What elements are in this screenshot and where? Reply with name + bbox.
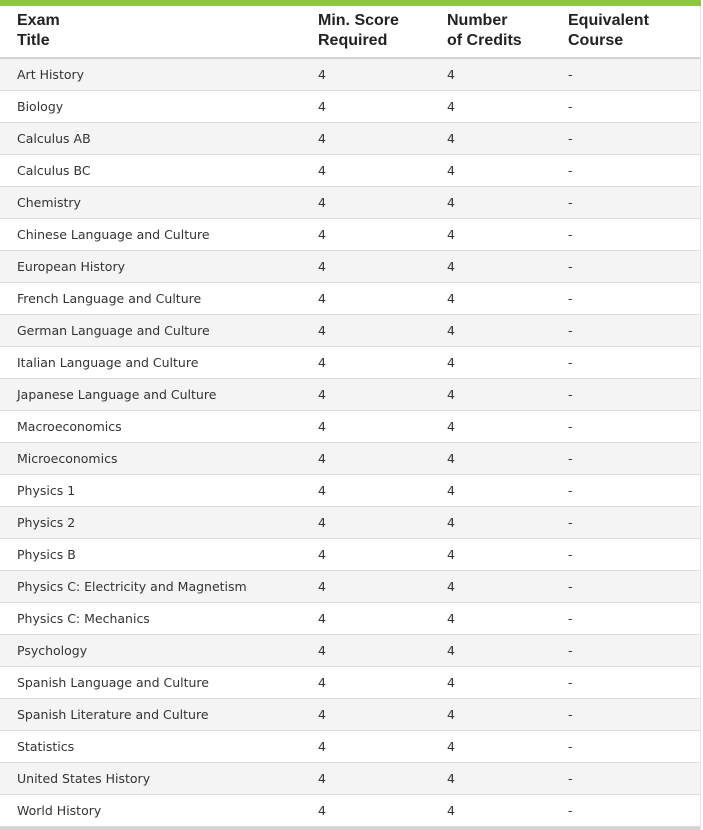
table-row (0, 59, 701, 91)
cell-exam-title: Calculus AB (17, 130, 91, 146)
cell-credits: 4 (447, 418, 455, 434)
cell-min-score: 4 (318, 802, 326, 818)
table-row (0, 187, 701, 219)
cell-equivalent-course: - (568, 482, 573, 498)
cell-min-score: 4 (318, 450, 326, 466)
cell-equivalent-course: - (568, 98, 573, 114)
cell-min-score: 4 (318, 322, 326, 338)
table-row (0, 315, 701, 347)
cell-min-score: 4 (318, 706, 326, 722)
cell-min-score: 4 (318, 418, 326, 434)
cell-credits: 4 (447, 322, 455, 338)
header-exam-title: Exam Title (17, 12, 60, 49)
cell-exam-title: German Language and Culture (17, 322, 210, 338)
cell-exam-title: Spanish Language and Culture (17, 674, 209, 690)
cell-exam-title: French Language and Culture (17, 290, 202, 306)
cell-equivalent-course: - (568, 386, 573, 402)
cell-equivalent-course: - (568, 226, 573, 242)
cell-credits: 4 (447, 98, 455, 114)
cell-credits: 4 (447, 802, 455, 818)
cell-equivalent-course: - (568, 322, 573, 338)
cell-exam-title: Physics 1 (17, 482, 76, 498)
cell-credits: 4 (447, 578, 455, 594)
cell-credits: 4 (447, 482, 455, 498)
table-row (0, 347, 701, 379)
cell-exam-title: Calculus BC (17, 162, 91, 178)
cell-exam-title: Art History (17, 66, 85, 82)
cell-min-score: 4 (318, 738, 326, 754)
table-row (0, 603, 701, 635)
table-row (0, 283, 701, 315)
cell-min-score: 4 (318, 482, 326, 498)
cell-equivalent-course: - (568, 770, 573, 786)
cell-exam-title: Chemistry (17, 194, 81, 210)
cell-exam-title: Spanish Literature and Culture (17, 706, 209, 722)
cell-equivalent-course: - (568, 354, 573, 370)
cell-min-score: 4 (318, 514, 326, 530)
cell-equivalent-course: - (568, 674, 573, 690)
table-row (0, 731, 701, 763)
table-right-edge (700, 6, 701, 830)
cell-equivalent-course: - (568, 258, 573, 274)
header-credits: Number of Credits (447, 12, 522, 49)
table-row (0, 91, 701, 123)
cell-equivalent-course: - (568, 450, 573, 466)
cell-min-score: 4 (318, 770, 326, 786)
cell-exam-title: Physics C: Mechanics (17, 610, 150, 626)
cell-exam-title: Physics 2 (17, 514, 76, 530)
table-row (0, 219, 701, 251)
cell-equivalent-course: - (568, 802, 573, 818)
table-row (0, 251, 701, 283)
cell-equivalent-course: - (568, 290, 573, 306)
cell-min-score: 4 (318, 130, 326, 146)
cell-min-score: 4 (318, 194, 326, 210)
cell-equivalent-course: - (568, 738, 573, 754)
table-body (0, 59, 701, 827)
table-row (0, 699, 701, 731)
cell-exam-title: Statistics (17, 738, 75, 754)
cell-equivalent-course: - (568, 642, 573, 658)
cell-credits: 4 (447, 194, 455, 210)
cell-min-score: 4 (318, 226, 326, 242)
cell-equivalent-course: - (568, 514, 573, 530)
cell-min-score: 4 (318, 610, 326, 626)
cell-exam-title: Physics B (17, 546, 76, 562)
table-header (0, 6, 701, 59)
cell-equivalent-course: - (568, 706, 573, 722)
cell-credits: 4 (447, 674, 455, 690)
table-row (0, 155, 701, 187)
cell-credits: 4 (447, 610, 455, 626)
cell-min-score: 4 (318, 674, 326, 690)
cell-credits: 4 (447, 738, 455, 754)
cell-credits: 4 (447, 290, 455, 306)
cell-equivalent-course: - (568, 610, 573, 626)
cell-exam-title: United States History (17, 770, 151, 786)
cell-exam-title: Physics C: Electricity and Magnetism (17, 578, 247, 594)
cell-min-score: 4 (318, 546, 326, 562)
cell-exam-title: Italian Language and Culture (17, 354, 199, 370)
cell-equivalent-course: - (568, 194, 573, 210)
cell-credits: 4 (447, 162, 455, 178)
cell-min-score: 4 (318, 258, 326, 274)
cell-min-score: 4 (318, 162, 326, 178)
header-min-score: Min. Score Required (318, 12, 399, 49)
cell-credits: 4 (447, 226, 455, 242)
cell-credits: 4 (447, 770, 455, 786)
cell-exam-title: European History (17, 258, 125, 274)
table-row (0, 795, 701, 827)
cell-equivalent-course: - (568, 66, 573, 82)
table-row (0, 411, 701, 443)
table-row (0, 507, 701, 539)
cell-equivalent-course: - (568, 162, 573, 178)
cell-exam-title: Macroeconomics (17, 418, 122, 434)
header-equivalent-course: Equivalent Course (568, 12, 649, 49)
cell-exam-title: Chinese Language and Culture (17, 226, 210, 242)
cell-credits: 4 (447, 354, 455, 370)
table-row (0, 123, 701, 155)
table-row (0, 475, 701, 507)
cell-credits: 4 (447, 66, 455, 82)
cell-credits: 4 (447, 130, 455, 146)
cell-credits: 4 (447, 450, 455, 466)
table-row (0, 443, 701, 475)
cell-credits: 4 (447, 514, 455, 530)
cell-equivalent-course: - (568, 578, 573, 594)
cell-min-score: 4 (318, 578, 326, 594)
table-row (0, 763, 701, 795)
cell-credits: 4 (447, 258, 455, 274)
cell-min-score: 4 (318, 386, 326, 402)
cell-credits: 4 (447, 706, 455, 722)
table-row (0, 635, 701, 667)
cell-equivalent-course: - (568, 418, 573, 434)
table-row (0, 539, 701, 571)
cell-exam-title: Japanese Language and Culture (17, 386, 217, 402)
cell-exam-title: World History (17, 802, 102, 818)
cell-credits: 4 (447, 546, 455, 562)
table-row (0, 667, 701, 699)
cell-credits: 4 (447, 642, 455, 658)
cell-equivalent-course: - (568, 130, 573, 146)
cell-credits: 4 (447, 386, 455, 402)
cell-exam-title: Psychology (17, 642, 88, 658)
cell-min-score: 4 (318, 66, 326, 82)
table-row (0, 379, 701, 411)
cell-equivalent-course: - (568, 546, 573, 562)
table-row (0, 571, 701, 603)
cell-min-score: 4 (318, 290, 326, 306)
cell-min-score: 4 (318, 354, 326, 370)
cell-min-score: 4 (318, 98, 326, 114)
cell-exam-title: Biology (17, 98, 64, 114)
cell-min-score: 4 (318, 642, 326, 658)
cell-exam-title: Microeconomics (17, 450, 118, 466)
